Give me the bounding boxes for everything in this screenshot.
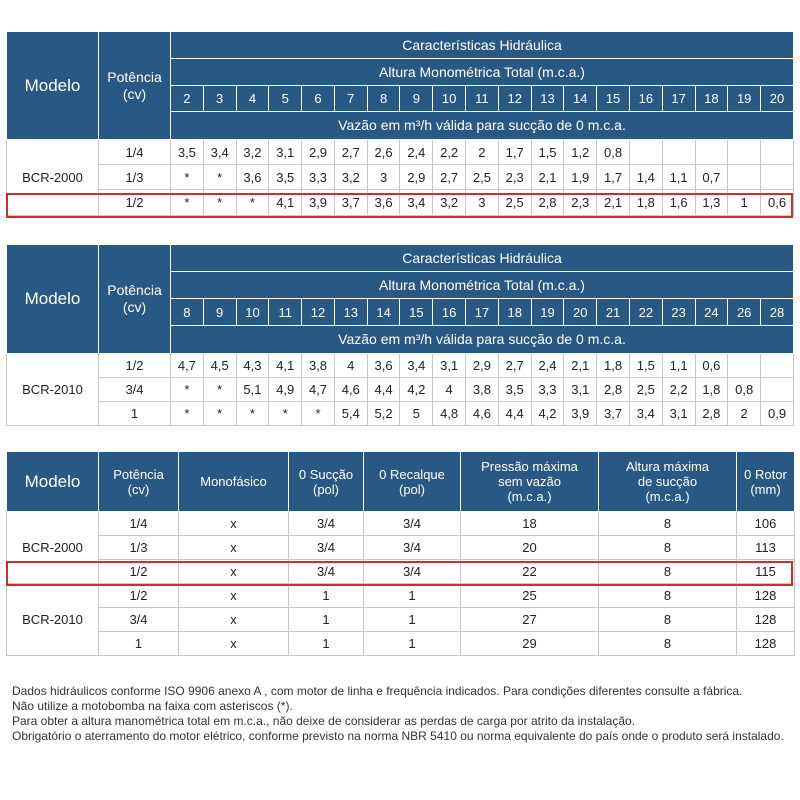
header-characteristics: Características Hidráulica	[171, 32, 794, 59]
power-cell: 3/4	[99, 608, 179, 632]
header-rotor: 0 Rotor (mm)	[737, 452, 795, 512]
height-col-header: 4	[236, 86, 269, 112]
single-phase-cell: x	[179, 584, 289, 608]
flow-value-cell: 2	[728, 402, 761, 426]
discharge-cell: 1	[364, 608, 461, 632]
max-pressure-cell: 29	[461, 632, 599, 656]
rotor-cell: 115	[737, 560, 795, 584]
max-pressure-cell: 22	[461, 560, 599, 584]
suction-cell: 1	[289, 584, 364, 608]
height-col-header: 6	[302, 86, 335, 112]
header-characteristics: Características Hidráulica	[171, 245, 794, 272]
model-cell: BCR-2000	[7, 140, 99, 216]
header-single-phase: Monofásico	[179, 452, 289, 512]
flow-value-cell: 2,3	[564, 190, 597, 216]
height-col-header: 15	[597, 86, 630, 112]
flow-value-cell: 1,5	[531, 140, 564, 165]
flow-value-cell: 4,6	[466, 402, 499, 426]
table-row	[7, 140, 794, 165]
height-col-header: 12	[498, 86, 531, 112]
flow-value-cell: 0,9	[761, 402, 794, 426]
flow-value-cell: 3,1	[269, 140, 302, 165]
flow-value-cell	[728, 140, 761, 165]
height-col-header: 18	[498, 299, 531, 326]
flow-value-cell: 3,5	[171, 140, 204, 165]
flow-value-cell: 0,8	[597, 140, 630, 165]
flow-value-cell: *	[171, 190, 204, 216]
flow-value-cell: 4,4	[367, 378, 400, 402]
flow-value-cell: 2	[466, 140, 499, 165]
flow-value-cell: 1,7	[597, 165, 630, 190]
flow-value-cell: 2,7	[498, 354, 531, 378]
flow-value-cell	[761, 165, 794, 190]
flow-value-cell: 1,8	[695, 378, 728, 402]
flow-value-cell: *	[203, 190, 236, 216]
height-col-header: 13	[334, 299, 367, 326]
height-col-header: 16	[629, 86, 662, 112]
flow-value-cell: 4,2	[400, 378, 433, 402]
hydraulic-table-bcr-2000	[6, 31, 794, 216]
header-flow: Vazão em m³/h válida para sucção de 0 m.c.a.	[171, 326, 794, 354]
flow-value-cell: 2,6	[367, 140, 400, 165]
single-phase-cell: x	[179, 608, 289, 632]
flow-value-cell: 1,1	[662, 354, 695, 378]
flow-value-cell: 1,6	[662, 190, 695, 216]
header-flow: Vazão em m³/h válida para sucção de 0 m.c.a.	[171, 112, 794, 140]
height-col-header: 13	[531, 86, 564, 112]
header-height: Altura Monométrica Total (m.c.a.)	[171, 59, 794, 86]
flow-value-cell: 3,8	[302, 354, 335, 378]
single-phase-cell: x	[179, 536, 289, 560]
flow-value-cell: *	[236, 190, 269, 216]
height-col-header: 21	[597, 299, 630, 326]
power-cell: 1/2	[99, 190, 171, 216]
flow-value-cell: 5,1	[236, 378, 269, 402]
flow-value-cell: 2,8	[597, 378, 630, 402]
notes	[12, 684, 792, 744]
flow-value-cell: 3,1	[662, 402, 695, 426]
flow-value-cell: *	[203, 165, 236, 190]
flow-value-cell: 4,5	[203, 354, 236, 378]
flow-value-cell: *	[171, 378, 204, 402]
height-col-header: 26	[728, 299, 761, 326]
flow-value-cell: 4,9	[269, 378, 302, 402]
flow-value-cell: 0,6	[761, 190, 794, 216]
flow-value-cell: 4,1	[269, 190, 302, 216]
flow-value-cell: 2,4	[531, 354, 564, 378]
height-col-header: 8	[367, 86, 400, 112]
max-suction-cell: 8	[599, 608, 737, 632]
flow-value-cell: 3,4	[400, 354, 433, 378]
single-phase-cell: x	[179, 632, 289, 656]
header-model: Modelo	[7, 452, 99, 512]
model-cell: BCR-2000	[7, 512, 99, 584]
flow-value-cell: *	[236, 402, 269, 426]
flow-value-cell: 3,1	[564, 378, 597, 402]
header-model: Modelo	[7, 32, 99, 140]
flow-value-cell: 4,6	[334, 378, 367, 402]
height-col-header: 20	[564, 299, 597, 326]
flow-value-cell: *	[269, 402, 302, 426]
note-grounding: Obrigatório o aterramento do motor elétrico, conforme previsto na norma NBR 5410 ou norma equivalente do país onde o produto será instalado.	[12, 729, 784, 743]
flow-value-cell: 2,2	[433, 140, 466, 165]
flow-value-cell: 1,7	[498, 140, 531, 165]
flow-value-cell: 2,1	[564, 354, 597, 378]
table-row	[7, 608, 795, 632]
flow-value-cell: 3,2	[433, 190, 466, 216]
hydraulic-table-bcr-2010	[6, 244, 794, 426]
power-cell: 3/4	[99, 378, 171, 402]
flow-value-cell: 1,2	[564, 140, 597, 165]
flow-value-cell: 3,3	[531, 378, 564, 402]
flow-value-cell	[728, 354, 761, 378]
height-col-header: 14	[367, 299, 400, 326]
discharge-cell: 3/4	[364, 536, 461, 560]
flow-value-cell: 4,8	[433, 402, 466, 426]
max-pressure-cell: 18	[461, 512, 599, 536]
table-row	[7, 190, 794, 216]
flow-value-cell: *	[171, 165, 204, 190]
table-row	[7, 165, 794, 190]
model-cell: BCR-2010	[7, 354, 99, 426]
flow-value-cell: 3,5	[269, 165, 302, 190]
flow-value-cell: 3,6	[367, 190, 400, 216]
height-col-header: 18	[695, 86, 728, 112]
height-col-header: 15	[400, 299, 433, 326]
max-pressure-cell: 25	[461, 584, 599, 608]
header-model: Modelo	[7, 245, 99, 354]
height-col-header: 16	[433, 299, 466, 326]
flow-value-cell: 0,8	[728, 378, 761, 402]
rotor-cell: 128	[737, 608, 795, 632]
flow-value-cell: 1,9	[564, 165, 597, 190]
single-phase-cell: x	[179, 560, 289, 584]
flow-value-cell: 3	[367, 165, 400, 190]
header-max-pressure: Pressão máxima sem vazão (m.c.a.)	[461, 452, 599, 512]
flow-value-cell: 1,5	[629, 354, 662, 378]
flow-value-cell: 2,5	[629, 378, 662, 402]
flow-value-cell: 3	[466, 190, 499, 216]
max-suction-cell: 8	[599, 536, 737, 560]
table-row	[7, 560, 795, 584]
flow-value-cell: 2,9	[466, 354, 499, 378]
flow-value-cell: 0,6	[695, 354, 728, 378]
flow-value-cell: 1,1	[662, 165, 695, 190]
model-cell: BCR-2010	[7, 584, 99, 656]
header-power: Potência (cv)	[99, 32, 171, 140]
height-col-header: 8	[171, 299, 204, 326]
max-suction-cell: 8	[599, 512, 737, 536]
table-row	[7, 354, 794, 378]
flow-value-cell	[695, 140, 728, 165]
flow-value-cell: 3,9	[564, 402, 597, 426]
height-col-header: 24	[695, 299, 728, 326]
table-row	[7, 632, 795, 656]
suction-cell: 3/4	[289, 560, 364, 584]
flow-value-cell: 5	[400, 402, 433, 426]
height-col-header: 10	[433, 86, 466, 112]
discharge-cell: 3/4	[364, 512, 461, 536]
flow-value-cell	[761, 354, 794, 378]
single-phase-cell: x	[179, 512, 289, 536]
height-col-header: 14	[564, 86, 597, 112]
suction-cell: 1	[289, 632, 364, 656]
flow-value-cell: 1,8	[629, 190, 662, 216]
header-suction: 0 Sucção (pol)	[289, 452, 364, 512]
max-suction-cell: 8	[599, 584, 737, 608]
flow-value-cell: 2,5	[498, 190, 531, 216]
height-col-header: 3	[203, 86, 236, 112]
flow-value-cell: 1,3	[695, 190, 728, 216]
power-cell: 1	[99, 402, 171, 426]
flow-value-cell: *	[302, 402, 335, 426]
flow-value-cell: 3,9	[302, 190, 335, 216]
flow-value-cell: 2,8	[531, 190, 564, 216]
height-col-header: 10	[236, 299, 269, 326]
height-col-header: 7	[334, 86, 367, 112]
suction-cell: 1	[289, 608, 364, 632]
flow-value-cell: 4,7	[171, 354, 204, 378]
flow-value-cell: 2,2	[662, 378, 695, 402]
flow-value-cell: 2,7	[334, 140, 367, 165]
height-col-header: 28	[761, 299, 794, 326]
discharge-cell: 1	[364, 584, 461, 608]
note-head-loss: Para obter a altura manométrica total em m.c.a., não deixe de considerar as perdas de carga por atrito da instalação.	[12, 714, 636, 728]
flow-value-cell: *	[203, 402, 236, 426]
flow-value-cell: 4	[334, 354, 367, 378]
power-cell: 1/3	[99, 536, 179, 560]
height-col-header: 2	[171, 86, 204, 112]
power-cell: 1/2	[99, 560, 179, 584]
specifications-table	[6, 451, 795, 656]
power-cell: 1/3	[99, 165, 171, 190]
max-pressure-cell: 20	[461, 536, 599, 560]
flow-value-cell	[761, 140, 794, 165]
flow-value-cell: *	[203, 378, 236, 402]
flow-value-cell: 3,4	[203, 140, 236, 165]
flow-value-cell	[629, 140, 662, 165]
height-col-header: 5	[269, 86, 302, 112]
max-pressure-cell: 27	[461, 608, 599, 632]
header-height: Altura Monométrica Total (m.c.a.)	[171, 272, 794, 299]
height-col-header: 9	[400, 86, 433, 112]
power-cell: 1/4	[99, 512, 179, 536]
rotor-cell: 113	[737, 536, 795, 560]
rotor-cell: 106	[737, 512, 795, 536]
table-row	[7, 378, 794, 402]
flow-value-cell: 2,1	[531, 165, 564, 190]
power-cell: 1/2	[99, 354, 171, 378]
flow-value-cell: 2,5	[466, 165, 499, 190]
header-max-suction-height: Altura máxima de sucção (m.c.a.)	[599, 452, 737, 512]
flow-value-cell: 2,9	[302, 140, 335, 165]
flow-value-cell: 3,4	[629, 402, 662, 426]
flow-value-cell: 3,2	[334, 165, 367, 190]
table-row	[7, 584, 795, 608]
flow-value-cell: 4	[433, 378, 466, 402]
flow-value-cell: 3,2	[236, 140, 269, 165]
flow-value-cell	[761, 378, 794, 402]
height-col-header: 17	[662, 86, 695, 112]
flow-value-cell: 4,7	[302, 378, 335, 402]
flow-value-cell: 5,4	[334, 402, 367, 426]
flow-value-cell: 1,8	[597, 354, 630, 378]
power-cell: 1/2	[99, 584, 179, 608]
max-suction-cell: 8	[599, 632, 737, 656]
flow-value-cell: 4,2	[531, 402, 564, 426]
flow-value-cell: 2,7	[433, 165, 466, 190]
flow-value-cell: 3,7	[597, 402, 630, 426]
height-col-header: 9	[203, 299, 236, 326]
header-power: Potência (cv)	[99, 245, 171, 354]
flow-value-cell: 4,3	[236, 354, 269, 378]
height-col-header: 12	[302, 299, 335, 326]
height-col-header: 17	[466, 299, 499, 326]
flow-value-cell: *	[171, 402, 204, 426]
height-col-header: 20	[761, 86, 794, 112]
discharge-cell: 1	[364, 632, 461, 656]
power-cell: 1	[99, 632, 179, 656]
rotor-cell: 128	[737, 584, 795, 608]
flow-value-cell: 2,8	[695, 402, 728, 426]
height-col-header: 11	[466, 86, 499, 112]
flow-value-cell: 4,1	[269, 354, 302, 378]
table-row	[7, 512, 795, 536]
flow-value-cell: 1	[728, 190, 761, 216]
flow-value-cell: 0,7	[695, 165, 728, 190]
discharge-cell: 3/4	[364, 560, 461, 584]
header-power: Potência (cv)	[99, 452, 179, 512]
flow-value-cell: 3,5	[498, 378, 531, 402]
height-col-header: 23	[662, 299, 695, 326]
flow-value-cell: 3,4	[400, 190, 433, 216]
flow-value-cell: 3,7	[334, 190, 367, 216]
height-col-header: 19	[728, 86, 761, 112]
height-col-header: 19	[531, 299, 564, 326]
flow-value-cell: 2,1	[597, 190, 630, 216]
flow-value-cell: 3,3	[302, 165, 335, 190]
flow-value-cell: 1,4	[629, 165, 662, 190]
flow-value-cell: 2,4	[400, 140, 433, 165]
suction-cell: 3/4	[289, 512, 364, 536]
flow-value-cell: 5,2	[367, 402, 400, 426]
flow-value-cell: 3,6	[367, 354, 400, 378]
flow-value-cell: 2,9	[400, 165, 433, 190]
flow-value-cell: 3,6	[236, 165, 269, 190]
flow-value-cell: 2,3	[498, 165, 531, 190]
max-suction-cell: 8	[599, 560, 737, 584]
power-cell: 1/4	[99, 140, 171, 165]
suction-cell: 3/4	[289, 536, 364, 560]
flow-value-cell	[662, 140, 695, 165]
flow-value-cell: 3,1	[433, 354, 466, 378]
table-row	[7, 536, 795, 560]
flow-value-cell: 4,4	[498, 402, 531, 426]
flow-value-cell: 3,8	[466, 378, 499, 402]
header-discharge: 0 Recalque (pol)	[364, 452, 461, 512]
height-col-header: 22	[629, 299, 662, 326]
table-row	[7, 402, 794, 426]
rotor-cell: 128	[737, 632, 795, 656]
flow-value-cell	[728, 165, 761, 190]
note-asterisk: Não utilize a motobomba na faixa com asteriscos (*).	[12, 699, 293, 713]
height-col-header: 11	[269, 299, 302, 326]
note-iso: Dados hidráulicos conforme ISO 9906 anexo A , com motor de linha e frequência indicados. Para condições diferentes consulte a fábrica.	[12, 684, 743, 698]
